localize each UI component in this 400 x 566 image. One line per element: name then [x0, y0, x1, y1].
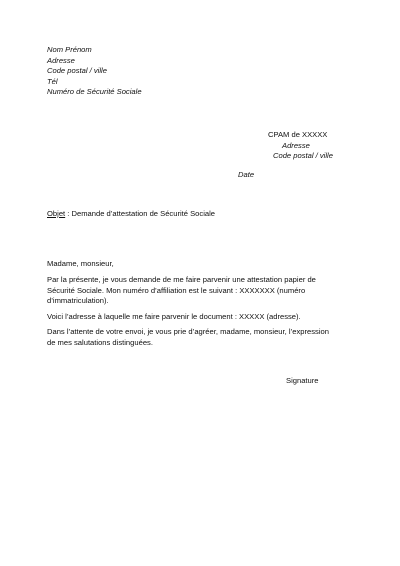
subject-label: Objet [47, 209, 66, 218]
signature: Signature [286, 376, 319, 385]
letter-date: Date [238, 170, 255, 179]
subject-text: : Demande d’attestation de Sécurité Sociale [65, 209, 216, 218]
sender-phone: Tél [47, 76, 58, 86]
paragraph-closing [47, 327, 367, 348]
paragraph-line: Sécurité Sociale. Mon numéro d’affiliation est le suivant : XXXXXXX (numéro [47, 285, 306, 295]
paragraph-line: Voici l’adresse à laquelle me faire parvenir le document : XXXXX (adresse). [47, 311, 301, 321]
recipient-postal-city: Code postal / ville [273, 151, 333, 160]
recipient-name: CPAM de XXXXX [268, 130, 328, 139]
sender-address: Adresse [47, 55, 75, 65]
sender-social-security-number: Numéro de Sécurité Sociale [47, 87, 142, 96]
recipient-address: Adresse [282, 140, 310, 150]
paragraph-address [47, 312, 367, 323]
sender-block [47, 45, 142, 98]
letter-body [47, 259, 367, 353]
sender-postal-city: Code postal / ville [47, 66, 107, 75]
subject-line [47, 209, 215, 219]
paragraph-line: Dans l’attente de votre envoi, je vous prie d’agréer, madame, monsieur, l’expression [47, 327, 329, 336]
salutation: Madame, monsieur, [47, 259, 114, 268]
paragraph-line: Par la présente, je vous demande de me faire parvenir une attestation papier de [47, 275, 316, 284]
paragraph-line: d’immatriculation). [47, 296, 109, 305]
sender-name: Nom Prénom [47, 45, 92, 54]
paragraph-request [47, 275, 367, 307]
paragraph-line: de mes salutations distinguées. [47, 337, 153, 347]
recipient-block [268, 130, 333, 162]
